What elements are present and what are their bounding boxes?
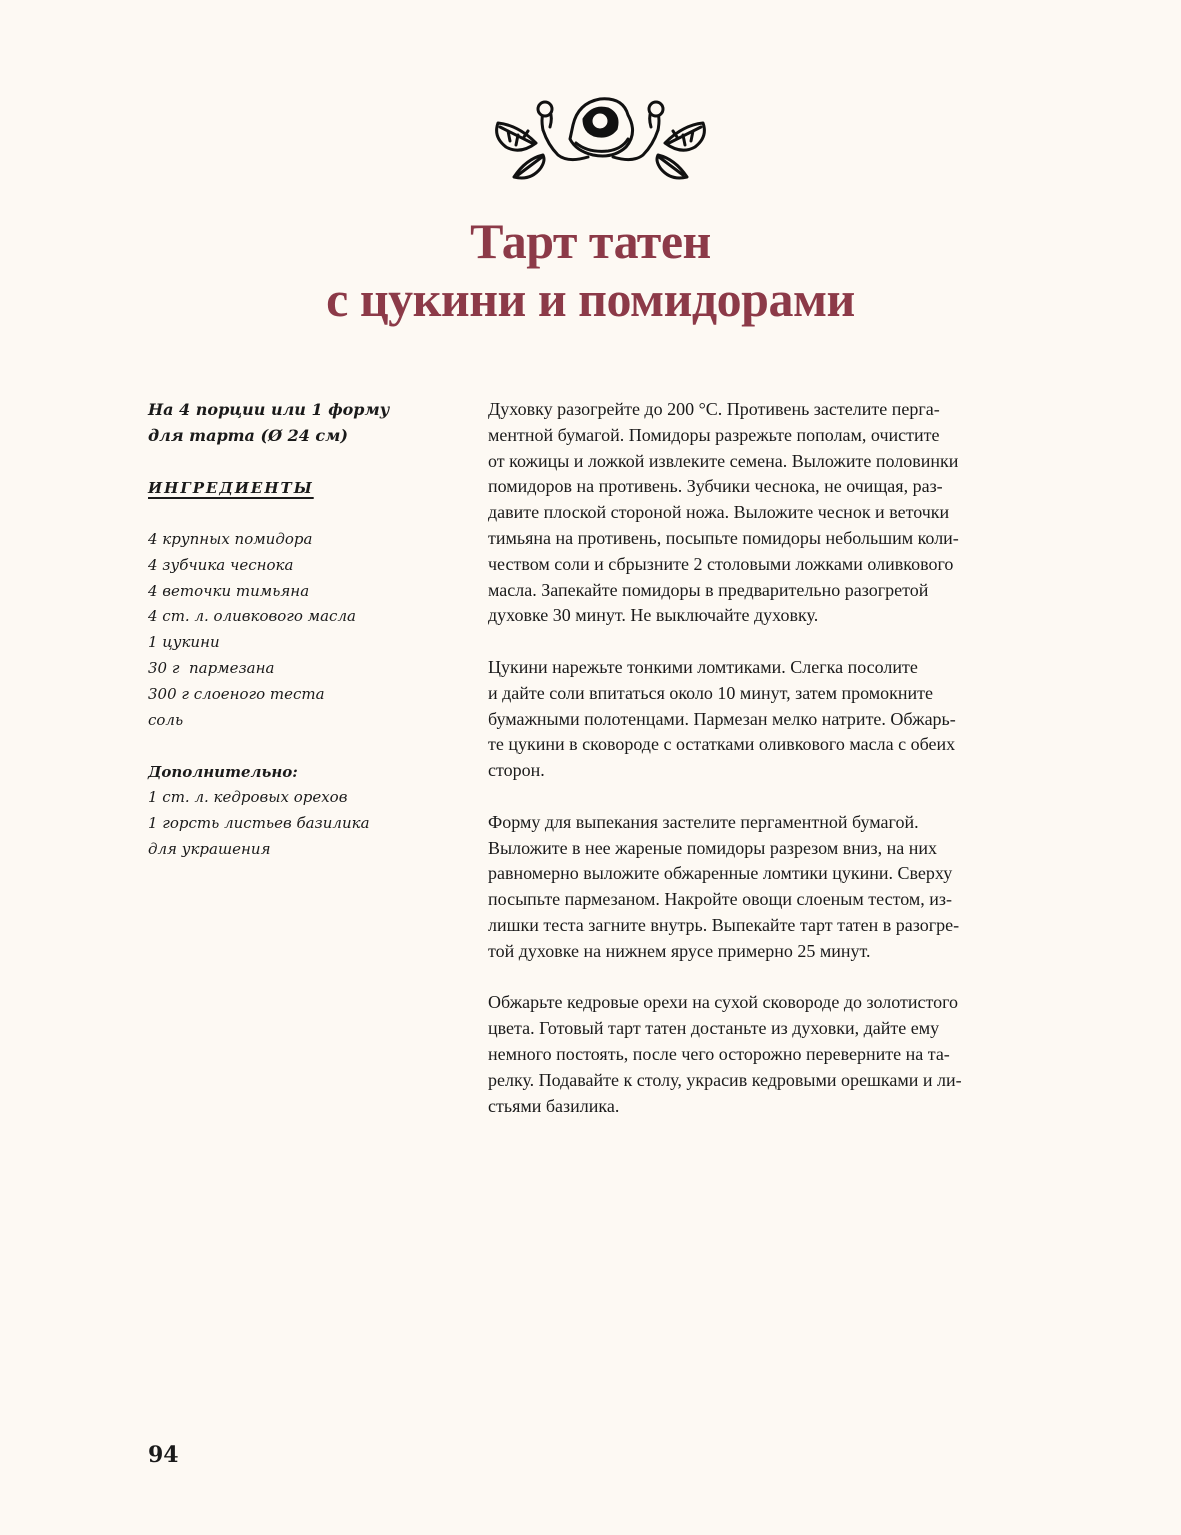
text-line: Обжарьте кедровые орехи на сухой сковороде до золотистого	[488, 992, 959, 1013]
text-line: давите плоской стороной ножа. Выложите чеснок и веточки	[488, 502, 950, 523]
ingredient-item: 4 ст. л. оливкового масла	[148, 607, 356, 626]
method-paragraph-4	[488, 990, 1058, 1119]
ingredients-column	[148, 397, 448, 863]
page-number: 94	[148, 1442, 179, 1468]
text-line: Цукини нарежьте тонкими ломтиками. Слегка посолите	[488, 656, 918, 677]
text-line: чеством соли и сбрызните 2 столовыми ложками оливкового	[488, 553, 954, 574]
extra-item: 1 ст. л. кедровых орехов	[148, 788, 348, 807]
text-line: бумажными полотенцами. Пармезан мелко натрите. Обжарь-	[488, 708, 956, 729]
ingredient-item: соль	[148, 710, 184, 729]
ingredient-item: 4 крупных помидора	[148, 530, 313, 548]
ingredient-item: 300 г слоеного теста	[148, 684, 325, 703]
text-line: Выложите в нее жареные помидоры разрезом вниз, на них	[488, 837, 937, 858]
text-line: духовке 30 минут. Не выключайте духовку.	[488, 605, 819, 626]
text-line: масла. Запекайте помидоры в предварительно разогретой	[488, 579, 929, 600]
method-paragraph-1	[488, 397, 1058, 629]
text-line: от кожицы и ложкой извлеките семена. Выложите половинки	[488, 450, 959, 471]
text-line: той духовке на нижнем ярусе примерно 25 минут.	[488, 940, 871, 961]
text-line: релку. Подавайте к столу, украсив кедровыми орешками и ли-	[488, 1069, 962, 1090]
recipe-title	[0, 212, 1181, 328]
extra-item: 1 горсть листьев базилика	[148, 814, 370, 833]
text-line: немного постоять, после чего осторожно переверните на та-	[488, 1043, 950, 1064]
servings-line-1: На 4 порции или 1 форму	[148, 400, 390, 419]
method-paragraph-3	[488, 810, 1058, 965]
ingredient-item: 30 г пармезана	[148, 658, 275, 677]
method-column	[488, 397, 1058, 1145]
ingredients-list	[148, 527, 448, 733]
extra-list	[148, 785, 448, 862]
ingredient-item: 4 зубчика чеснока	[148, 555, 294, 574]
servings-info	[148, 397, 448, 449]
recipe-title-line-2: с цукини и помидорами	[326, 271, 855, 327]
text-line: цвета. Готовый тарт татен достаньте из духовки, дайте ему	[488, 1018, 940, 1039]
text-line: и дайте соли впитаться около 10 минут, затем промокните	[488, 682, 934, 703]
text-line: тимьяна на противень, посыпьте помидоры небольшим коли-	[488, 527, 959, 548]
text-line: Духовку разогрейте до 200 °C. Противень застелите перга-	[488, 399, 940, 419]
servings-line-2: для тарта (Ø 24 см)	[148, 426, 348, 445]
text-line: стьями базилика.	[488, 1095, 620, 1116]
ingredient-item: 1 цукини	[148, 633, 220, 652]
text-line: те цукини в сковороде с остатками оливкового масла с обеих	[488, 734, 956, 755]
ingredients-heading: ИНГРЕДИЕНТЫ	[148, 479, 314, 497]
text-line: помидоров на противень. Зубчики чеснока, не очищая, раз-	[488, 476, 943, 497]
ingredient-item: 4 веточки тимьяна	[148, 581, 310, 600]
extra-item: для украшения	[148, 839, 271, 858]
text-line: посыпьте пармезаном. Накройте овощи слоеным тестом, из-	[488, 889, 953, 910]
text-line: равномерно выложите обжаренные ломтики цукини. Сверху	[488, 863, 953, 884]
extra-heading: Дополнительно:	[148, 763, 298, 782]
text-line: сторон.	[488, 760, 545, 781]
recipe-title-line-1: Тарт татен	[470, 213, 711, 269]
text-line: ментной бумагой. Помидоры разрежьте пополам, очистите	[488, 424, 940, 445]
text-line: лишки теста загните внутрь. Выпекайте тарт татен в разогре-	[488, 914, 960, 935]
method-paragraph-2	[488, 655, 1058, 784]
rose-ornament-icon	[488, 85, 713, 185]
text-line: Форму для выпекания застелите пергаментной бумагой.	[488, 811, 919, 832]
